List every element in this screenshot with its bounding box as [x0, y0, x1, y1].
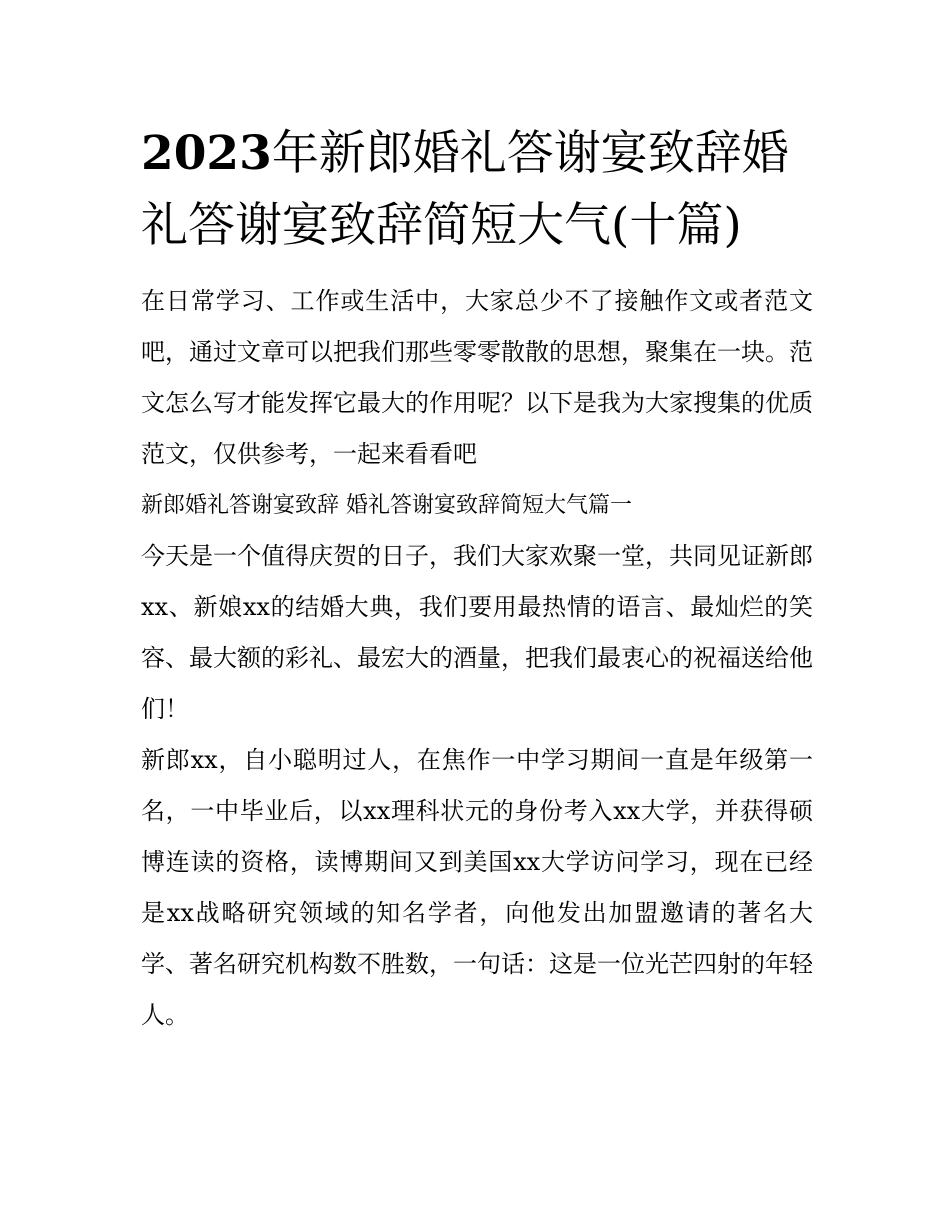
title-text: 年新郎婚礼答谢宴致辞婚礼答谢宴致辞简短大气(十篇) — [141, 126, 789, 253]
document-title — [141, 118, 813, 262]
intro-paragraph: 在日常学习、工作或生活中，大家总少不了接触作文或者范文吧，通过文章可以把我们那些零零散散的思想，聚集在一块。范文怎么写才能发挥它最大的作用呢？以下是我为大家搜集的优质范文，仅供参考，一起来看看吧 — [141, 287, 813, 468]
document-content — [141, 118, 813, 1041]
body-paragraph-1: 今天是一个值得庆贺的日子，我们大家欢聚一堂，共同见证新郎xx、新娘xx的结婚大典，我们要用最热情的语言、最灿烂的笑容、最大额的彩礼、最宏大的酒量，把我们最衷心的祝福送给他们！ — [141, 542, 813, 723]
section-heading: 新郎婚礼答谢宴致辞 婚礼答谢宴致辞简短大气篇一 — [141, 493, 632, 518]
title-year: 2023 — [141, 126, 272, 181]
body-paragraph-2: 新郎xx，自小聪明过人，在焦作一中学习期间一直是年级第一名，一中毕业后，以xx理科状元的身份考入xx大学，并获得硕博连读的资格，读博期间又到美国xx大学访问学习，现在已经是xx战略研究领域的知名学者，向他发出加盟邀请的著名大学、著名研究机构数不胜数，一句话：这是一位光芒四射的年轻人。 — [141, 746, 813, 1029]
